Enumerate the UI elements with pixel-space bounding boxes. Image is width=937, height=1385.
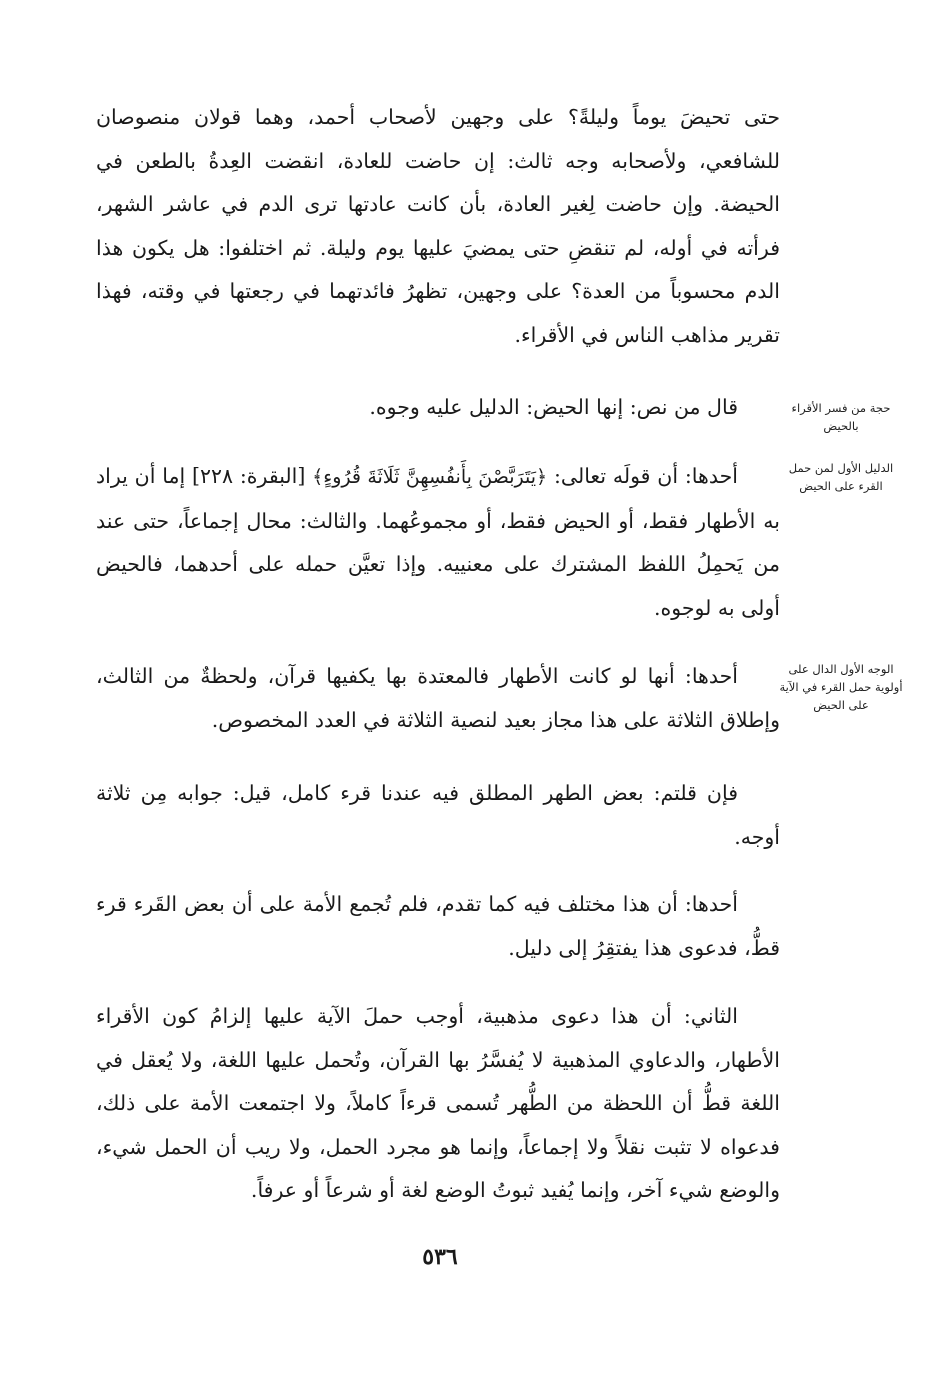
verse-lead-text: أحدها: أن قولَه تعالى: xyxy=(547,464,738,488)
paragraph-reply-one: أحدها: أن هذا مختلف فيه كما تقدم، فلم تُجمع الأمة على أن بعض القَرء قرء قطُّ، فدعوى هذا يفتقِرُ إلى دليل. xyxy=(96,892,780,960)
page-number: ٥٣٦ xyxy=(422,1244,458,1270)
paragraph-opening: حتى تحيضَ يوماً وليلةً؟ على وجهين لأصحاب أحمد، وهما قولان منصوصان للشافعي، ولأصحابه وجه ثالث: إن حاضت للعادة، انقضت العِدةُ بالطعن في الحيضة. وإن حاضت لِغير العادة، بأن كانت عادتها ترى الدم في عاشر الشهر، فرأته في أوله، لم تنقضِ حتى يمضيَ عليها يوم وليلة. ثم اختلفوا: هل يكون هذا الدم محسوباً من العدة؟ على وجهين، تظهرُ فائدتهما في رجعتها في وقته، فهذا تقرير مذاهب الناس في الأقراء. xyxy=(96,105,780,347)
paragraph-hayd-claim: قال من نص: إنها الحيض: الدليل عليه وجوه. xyxy=(369,395,738,419)
margin-note-hayd-argument: حجة من فسر الأقراء بالحيض xyxy=(791,401,891,433)
paragraph-reply-two: الثاني: أن هذا دعوى مذهبية، أوجب حملَ الآية عليها إلزامُ كون الأقراء الأطهار، والدعاوي المذهبية لا يُفسَّرُ بها القرآن، وتُحمل عليها اللغة، ولا يُعقل في اللغة قطُّ أن اللحظة من الطُّهر تُسمى قرءاً كاملاً، ولا اجتمعت الأمة على ذلك، فدعواه لا تثبت نقلاً ولا إجماعاً، وإنما هو مجرد الحمل، ولا ريب أن الحمل شيء، والوضع شيء آخر، وإنما يُفيد ثبوتُ الوضع لغة أو شرعاً أو عرفاً. xyxy=(96,1004,780,1202)
paragraph-first-aspect: أحدها: أنها لو كانت الأطهار فالمعتدة بها يكفيها قرآن، ولحظةٌ من الثالث، وإطلاق الثلاثة على هذا مجاز بعيد لنصية الثلاثة في العدد المخصوص. xyxy=(96,664,780,732)
margin-note-first-evidence: الدليل الأول لمن حمل القرء على الحيض xyxy=(788,461,894,493)
paragraph-verse-evidence xyxy=(96,455,780,630)
verse-citation: [البقرة: ٢٢٨] إما xyxy=(162,464,313,488)
verse-continuation: أن يراد به الأطهار فقط، أو الحيض فقط، أو مجموعُهما. والثالث: محال إجماعاً، حتى عند من يَحمِلُ اللفظ المشترك على معنييه. وإذا تعيَّن حمله على أحدهما، فالحيض أولى به لوجوه. xyxy=(96,464,780,620)
quran-verse: ﴿يَتَرَبَّصْنَ بِأَنفُسِهِنَّ ثَلَاثَةَ قُرُوءٍ﴾ xyxy=(312,466,548,488)
margin-note-first-aspect: الوجه الأول الدال على أولوية حمل القرء في الآية على الحيض xyxy=(779,662,903,712)
paragraph-objection: فإن قلتم: بعض الطهر المطلق فيه عندنا قرء كامل، قيل: جوابه مِن ثلاثة أوجه. xyxy=(96,781,780,849)
